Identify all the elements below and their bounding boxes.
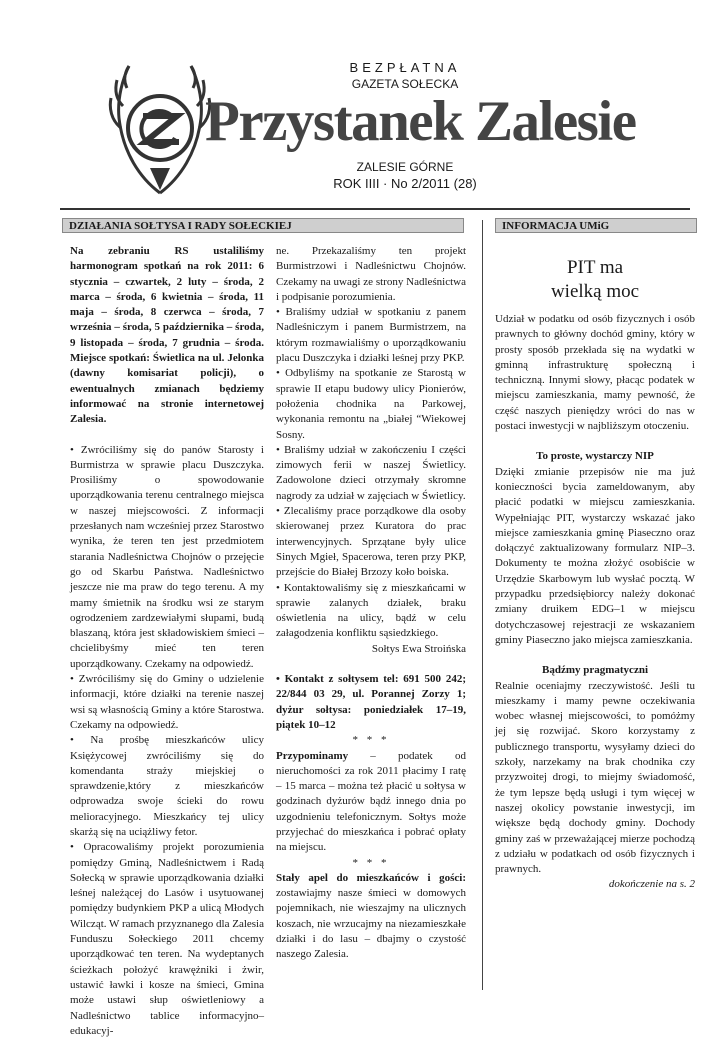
appeal-lead: Stały apel do mieszkańców i gości: — [276, 871, 466, 884]
column-1 — [70, 244, 264, 1039]
paragraph: Dzięki zmianie przepisów nie ma już konieczności bycia zameldowanym, aby płacić podatki w miejscu zamieszkania. Wypełniając PIT, wystarczy wskazać jako miejsce zamieszkania gminę Piaseczno oraz dołączyć zaktualizowany formularz NIP–3. Dokumenty te można złożyć osobiście w Urzędzie Skarbowym lub wysłać pocztą. W przypadku przedsiębiorcy należy dokonać zmiany druikem EDG–1 w miejscu dotychczasowej rejestracji ze wskazaniem gminy Piaseczno jako miejsca zamieszkania. — [495, 465, 695, 646]
paragraph: • Kontaktowaliśmy się z mieszkańcami w sprawie zalanych działek, braku oświetlenia na ulicy, bądź w celu załagodzenia konfliktu sąsiedzkiego. — [276, 581, 466, 640]
meeting-schedule: Na zebraniu RS ustaliliśmy harmonogram spotkań na rok 2011: 6 stycznia – czwartek, 2 luty – środa, 2 marca – środa, 6 kwietnia – środa, 11 maja – środa, 8 czerwca – środa, 7 września – środa, 5 października – środa, 9 listopada – środa, 7 grudnia – środa. Miejsce spotkań: Świetlica na ul. Jelonka (dawny komisariat policji), o ewentualnych zmianach będziemy informować na stronie internetowej Zalesia. — [70, 245, 264, 426]
gazette-type: GAZETA SOŁECKA — [351, 77, 459, 91]
paragraph: • Na prośbę mieszkańców ulicy Księżycowej zwróciliśmy się do komendanta straży miejskiej o sprawdzenie,który z mieszkańców odprowadza swoje ścieki do rowu melioracyjnego. Mieszkańcy tej ulicy skarżą się na uciążliwy fetor. — [70, 734, 264, 838]
tax-reminder — [276, 749, 466, 856]
continued-note: dokończenie na s. 2 — [608, 878, 695, 891]
location-label: ZALESIE GÓRNE — [356, 160, 454, 174]
paragraph: • Braliśmy udział w spotkaniu z panem Nadleśniczym i panem Burmistrzem, na którym rozmawialiśmy o uporządkowaniu placu Duszczyka i działki leśnej przy PKP. — [276, 306, 466, 365]
paragraph: • Braliśmy udział w zakończeniu I części zimowych ferii w naszej Świetlicy. Zadowolone dzieci otrzymały skromne nagrody za udział w zajęciach w Świetlicy. — [276, 443, 466, 502]
paragraph: • Opracowaliśmy projekt porozumienia pomiędzy Gminą, Nadleśnictwem i Radą Sołecką w sprawie uporządkowania działki leśnej należącej do Lasów i usytuowanej pomiędzy budynkiem PKP a ulicą Młodych Wilcząt. W ramach przyznanego dla Zalesia Funduszu Sołeckiego 2011 chcemy uporządkować ten teren. Na wydeptanych ścieżkach położyć krawężniki i żwir, ustawić ławki i kosze na śmieci, Gmina może ustawi słup oświetleniowy a Nadleśnictwo tablice informacyjno– edukacyj- — [70, 841, 264, 1037]
masthead-title: Przystanek Zalesie — [205, 90, 636, 153]
subheading: To proste, wystarczy NIP — [536, 450, 654, 463]
paragraph: Realnie oceniajmy rzeczywistość. Jeśli tu mieszkamy i mamy pewne oczekiwania wobec własnej miejscowości, to pomóżmy jej się rozwijać. Skoro korzystamy z publicznego transportu, wysyłamy dzieci do szkoły, narzekamy na brak chodnika czy przyzwoitej drogi, to miejmy świadomość, że tym lepsze będą usługi i tym więcej w naszej okolicy powstanie inwestycji, im większe będą dochody gminy. Dochody gminy zaś w przeważającej mierze pochodzą z udziału w podatkach od osób fizycznych i prawnych. — [495, 679, 695, 876]
separator-stars: * * * — [352, 734, 390, 747]
column-2 — [276, 244, 466, 963]
section-heading-soltys: DZIAŁANIA SOŁTYSA I RADY SOŁECKIEJ — [62, 218, 464, 233]
header-rule — [60, 208, 690, 210]
reminder-text: – podatek od nieruchomości za rok 2011 płacimy I ratę – 15 marca – można też płacić u sołtysa w godzinach dyżurów bądź innego dnia po uzgodnieniu telefonicznym. Sołtys może przyjechać do mieszkańca i pobrać opłaty na miejscu. — [276, 749, 466, 854]
paragraph: • Zwróciliśmy się do Gminy o udzielenie informacji, które działki na terenie naszej wsi są własnością Gminy a które Starostwa. Czekamy na odpowiedź. — [70, 673, 264, 731]
paragraph: ne. Przekazaliśmy ten projekt Burmistrzowi i Nadleśnictwu Chojnów. Czekamy na uwagi ze strony Nadleśnictwa i podpisanie porozumienia. — [276, 245, 466, 303]
headline-line-1: PIT ma — [566, 257, 624, 278]
reminder-lead: Przypominamy — [276, 749, 349, 762]
contact-info: • Kontakt z sołtysem tel: 691 500 242; 22/844 03 29, ul. Porannej Zorzy 1; dyżur sołtysa: poniedziałek 17–19, piątek 10–12 — [276, 673, 466, 731]
headline-line-2: wielką moc — [550, 281, 640, 302]
section-heading-umig: INFORMACJA UMiG — [495, 218, 697, 233]
appeal-text: zostawiajmy nasze śmieci w domowych pojemnikach, nie wieszajmy na ulicznych koszach, nie wrzucajmy na niezamieszkałe działki i do lasu – dbajmy o czystość naszego Zalesia. — [276, 887, 466, 961]
antler-logo-icon — [105, 58, 215, 198]
issue-label: ROK IIII · No 2/2011 (28) — [333, 176, 477, 191]
separator-stars: * * * — [352, 856, 390, 869]
paragraph: • Zlecaliśmy prace porządkowe dla osoby skierowanej przez Kuratora do prac interwencyjnych. Sprzątane były ulice Sinych Mgieł, Spacerowa, teren przy PKP, przejście do Białej Brzozy koło boiska. — [276, 505, 466, 579]
paragraph: • Odbyliśmy na spotkanie ze Starostą w sprawie II etapu budowy ulicy Pionierów, położenia chodnika na Parkowej, wykonania remontu na „białej “Wiekowej Sosny. — [276, 367, 466, 441]
paragraph: • Zwróciliśmy się do panów Starosty i Burmistrza w sprawie placu Duszczyka. Prosiliśmy o spowodowanie uporządkowania terenu centralnego miejsca w naszej miejscowości. Z informacji przesłanych nam wcześniej przez Starostwo wynika, że teren ten jest przedmiotem starania Nadleśnictwa Chojnów o przejęcie go od Skarbu Państwa. Nadleśnictwo jeszcze nie ma praw do tego terenu. A my mamy śmietnik na środku wsi ze starym ogrodzeniem zardzewiałymi słupami, budą blaszaną, która jest składowiskiem śmieci – chcielibyśmy mieć ten teren uporządkowany. Czekamy na odpowiedź. — [70, 443, 264, 670]
column-divider — [482, 220, 483, 990]
free-label: BEZPŁATNA — [349, 60, 461, 75]
paragraph: Udział w podatku od osób fizycznych i osób prawnych to główny dochód gminy, który w prosty sposób przekłada się na wydatki w gminną infrastrukturę społeczną i techniczną. Innymi słowy, płacąc podatek w miejscu zamieszkania, mamy pewność, że część naszych pieniędzy wróci do nas w postaci inwestycji w najbliższym otoczeniu. — [495, 313, 695, 433]
signature: Sołtys Ewa Stroińska — [371, 642, 466, 655]
appeal — [276, 871, 466, 963]
subheading: Bądźmy pragmatyczni — [541, 664, 648, 677]
column-3 — [495, 256, 695, 893]
